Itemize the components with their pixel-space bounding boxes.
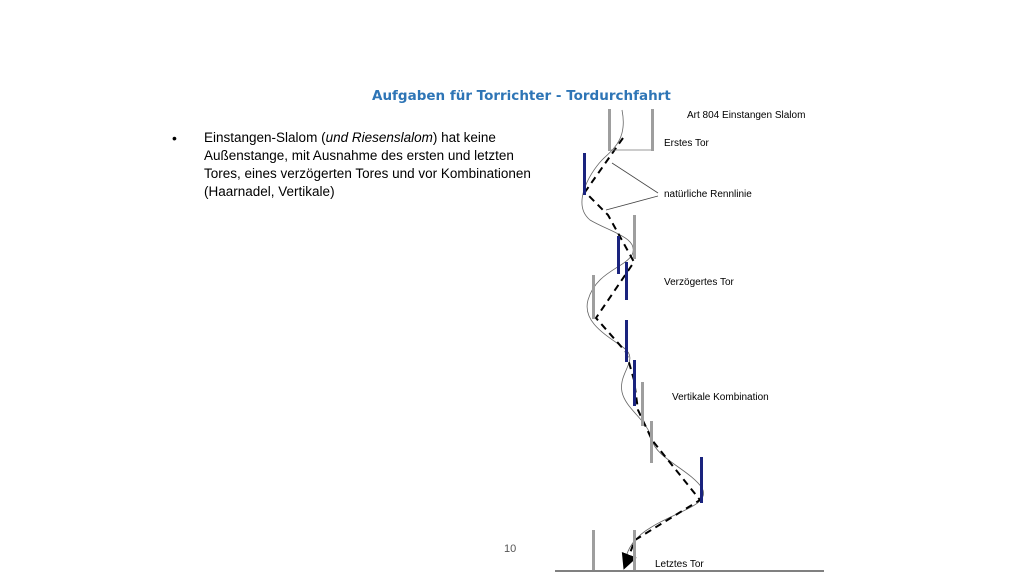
blue-pole — [625, 262, 628, 300]
natural-race-line — [582, 110, 704, 566]
grey-pole — [633, 215, 636, 259]
bullet-text-after: ) hat keine Außenstange, mit Ausnahme des ersten und letzten Tores, eines verzögerten Tores und vor Kombinationen (Haarnadel, Vertikale) — [204, 130, 531, 199]
label-delayed-gate: Verzögertes Tor — [664, 277, 734, 288]
bullet-text-before: Einstangen-Slalom ( — [204, 130, 326, 145]
leader-line-2 — [606, 196, 658, 210]
diagram-heading: Art 804 Einstangen Slalom — [687, 110, 806, 121]
blue-pole — [625, 320, 628, 362]
dashed-ideal-line — [585, 138, 700, 566]
grey-pole — [633, 530, 636, 570]
grey-pole — [641, 382, 644, 426]
grey-pole — [650, 421, 653, 463]
bullet-text-italic: und Riesenslalom — [325, 130, 433, 145]
page-number: 10 — [504, 543, 517, 555]
blue-pole — [633, 360, 636, 406]
blue-pole — [583, 153, 586, 195]
leader-line-1 — [612, 163, 658, 193]
slide-title: Aufgaben für Torrichter - Tordurchfahrt — [372, 88, 671, 104]
grey-pole — [592, 530, 595, 570]
bullet-symbol: • — [172, 130, 177, 146]
label-natural-line: natürliche Rennlinie — [664, 189, 752, 200]
grey-pole — [592, 275, 595, 319]
blue-pole — [700, 457, 703, 503]
blue-pole — [617, 236, 620, 274]
grey-pole — [651, 109, 654, 151]
label-vertical-combination: Vertikale Kombination — [672, 392, 769, 403]
grey-pole — [608, 109, 611, 151]
label-first-gate: Erstes Tor — [664, 138, 709, 149]
first-gate-bracket — [610, 120, 653, 150]
label-last-gate: Letztes Tor — [655, 559, 704, 570]
